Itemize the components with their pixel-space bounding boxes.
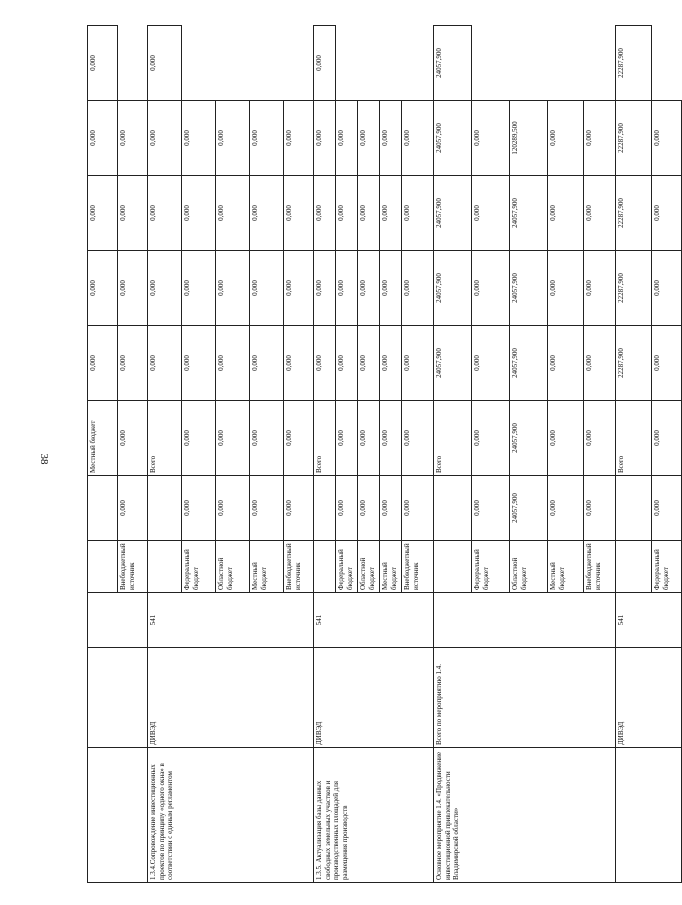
value-cell: 0,000 [548, 476, 584, 541]
measure-name-cell: 1.3.4.Сопровождение инвестиционных проектов по принципу «одного окна» в соответствии с единым регламентом [148, 748, 314, 883]
value-cell: 0,000 [652, 101, 682, 176]
responsible-cell [88, 648, 148, 748]
source-cell: Всего [616, 401, 652, 476]
value-cell: 0,000 [118, 251, 148, 326]
value-cell: 22287,900 [616, 326, 652, 401]
value-cell: 0,000 [548, 251, 584, 326]
value-cell: 0,000 [284, 176, 314, 251]
value-cell: 0,000 [250, 101, 284, 176]
empty-cell [88, 476, 118, 541]
value-cell: 0,000 [472, 476, 510, 541]
source-cell: Областной бюджет [216, 541, 250, 593]
value-cell: 120289,500 [510, 101, 548, 176]
value-cell: 0,000 [336, 101, 358, 176]
value-cell: 0,000 [118, 401, 148, 476]
empty-cell [314, 541, 336, 593]
value-cell: 0,000 [182, 101, 216, 176]
value-cell: 0,000 [402, 401, 434, 476]
source-cell: Всего [148, 401, 182, 476]
empty-cell [616, 476, 652, 541]
code-cell [88, 593, 148, 648]
value-cell: 0,000 [402, 176, 434, 251]
value-cell: 0,000 [148, 251, 182, 326]
source-cell: Федеральный бюджет [182, 541, 216, 593]
value-cell: 0,000 [584, 401, 616, 476]
code-cell: 541 [148, 593, 314, 648]
rotated-table-container [87, 26, 670, 883]
value-cell: 0,000 [182, 476, 216, 541]
value-cell: 0,000 [216, 101, 250, 176]
value-cell: 0,000 [250, 251, 284, 326]
value-cell: 0,000 [118, 476, 148, 541]
value-cell: 0,000 [88, 176, 118, 251]
budget-table-body [88, 26, 682, 883]
source-cell: Федеральный бюджет [652, 541, 682, 593]
empty-cell [616, 541, 652, 593]
empty-cell [434, 476, 472, 541]
value-cell: 0,000 [652, 176, 682, 251]
value-cell: 24057,900 [434, 26, 472, 101]
value-cell: 0,000 [358, 326, 380, 401]
value-cell: 0,000 [652, 251, 682, 326]
value-cell: 0,000 [182, 401, 216, 476]
value-cell: 0,000 [584, 176, 616, 251]
value-cell: 0,000 [336, 401, 358, 476]
value-cell: 0,000 [148, 326, 182, 401]
value-cell: 0,000 [216, 401, 250, 476]
value-cell: 0,000 [584, 251, 616, 326]
source-cell: Внебюджетный источник [402, 541, 434, 593]
responsible-cell: ДИВЭД [148, 648, 314, 748]
value-cell: 0,000 [216, 251, 250, 326]
table-row [314, 26, 336, 883]
value-cell: 0,000 [402, 251, 434, 326]
source-cell: Местный бюджет [548, 541, 584, 593]
responsible-cell: Всего по мероприятию 1.4. [434, 648, 616, 748]
source-cell: Областной бюджет [358, 541, 380, 593]
value-cell: 0,000 [358, 401, 380, 476]
value-cell: 22287,900 [616, 101, 652, 176]
value-cell: 0,000 [118, 176, 148, 251]
value-cell: 0,000 [380, 101, 402, 176]
value-cell: 0,000 [182, 251, 216, 326]
value-cell: 0,000 [284, 101, 314, 176]
value-cell: 0,000 [118, 326, 148, 401]
code-cell [434, 593, 616, 648]
value-cell: 0,000 [358, 476, 380, 541]
value-cell: 22287,900 [616, 26, 652, 101]
value-cell: 0,000 [148, 26, 182, 101]
value-cell: 0,000 [250, 476, 284, 541]
value-cell: 0,000 [548, 101, 584, 176]
measure-name-cell [616, 748, 682, 883]
value-cell: 0,000 [380, 176, 402, 251]
source-cell: Внебюджетный источник [584, 541, 616, 593]
source-cell: Федеральный бюджет [336, 541, 358, 593]
value-cell: 22287,900 [616, 176, 652, 251]
value-cell: 0,000 [652, 476, 682, 541]
source-cell: Областной бюджет [510, 541, 548, 593]
empty-cell [148, 476, 182, 541]
value-cell: 0,000 [548, 176, 584, 251]
value-cell: 0,000 [472, 326, 510, 401]
value-cell: 0,000 [358, 251, 380, 326]
value-cell: 0,000 [182, 326, 216, 401]
value-cell: 0,000 [402, 101, 434, 176]
value-cell: 0,000 [584, 476, 616, 541]
value-cell: 0,000 [652, 401, 682, 476]
value-cell: 0,000 [584, 101, 616, 176]
budget-table [87, 25, 682, 883]
empty-cell [88, 541, 118, 593]
responsible-cell: ДИВЭД [314, 648, 434, 748]
source-cell: Федеральный бюджет [472, 541, 510, 593]
value-cell: 0,000 [216, 326, 250, 401]
source-cell: Всего [314, 401, 336, 476]
source-cell: Местный бюджет [380, 541, 402, 593]
value-cell: 0,000 [314, 26, 336, 101]
value-cell: 0,000 [250, 401, 284, 476]
value-cell: 0,000 [88, 251, 118, 326]
value-cell: 0,000 [284, 251, 314, 326]
value-cell: 0,000 [358, 101, 380, 176]
value-cell: 0,000 [182, 176, 216, 251]
value-cell: 0,000 [314, 251, 336, 326]
value-cell: 0,000 [380, 476, 402, 541]
value-cell: 0,000 [284, 401, 314, 476]
source-cell: Внебюджетный источник [284, 541, 314, 593]
value-cell: 0,000 [548, 401, 584, 476]
value-cell: 0,000 [284, 476, 314, 541]
value-cell: 24057,900 [510, 251, 548, 326]
value-cell: 24057,900 [510, 326, 548, 401]
value-cell: 0,000 [314, 176, 336, 251]
source-cell: Внебюджетный источник [118, 541, 148, 593]
source-cell: Местный бюджет [88, 401, 118, 476]
value-cell: 0,000 [336, 251, 358, 326]
value-cell: 0,000 [118, 101, 148, 176]
value-cell: 0,000 [472, 101, 510, 176]
value-cell: 0,000 [88, 101, 118, 176]
value-cell: 0,000 [314, 101, 336, 176]
value-cell: 0,000 [148, 176, 182, 251]
value-cell: 0,000 [88, 26, 118, 101]
value-cell: 0,000 [402, 326, 434, 401]
value-cell: 0,000 [584, 326, 616, 401]
value-cell: 24057,900 [510, 401, 548, 476]
value-cell: 0,000 [472, 251, 510, 326]
value-cell: 24057,900 [434, 251, 472, 326]
value-cell: 0,000 [250, 176, 284, 251]
value-cell: 0,000 [336, 176, 358, 251]
table-row [616, 26, 652, 883]
responsible-cell: ДИВЭД [616, 648, 682, 748]
value-cell: 0,000 [314, 326, 336, 401]
source-cell: Местный бюджет [250, 541, 284, 593]
value-cell: 0,000 [336, 476, 358, 541]
value-cell: 0,000 [380, 401, 402, 476]
measure-name-cell: Основное мероприятие 1.4. «Продвижение инвестиционной привлекательности Владимирской области» [434, 748, 616, 883]
value-cell: 0,000 [472, 401, 510, 476]
measure-name-cell: 1.3.5. Актуализация базы данных свободных земельных участков и производственных площадей для размещения производств [314, 748, 434, 883]
empty-cell [148, 541, 182, 593]
value-cell: 0,000 [250, 326, 284, 401]
code-cell: 541 [314, 593, 434, 648]
value-cell: 0,000 [652, 326, 682, 401]
value-cell: 0,000 [148, 101, 182, 176]
value-cell: 0,000 [88, 326, 118, 401]
value-cell: 24057,900 [434, 101, 472, 176]
table-row [434, 26, 472, 883]
source-cell: Всего [434, 401, 472, 476]
value-cell: 24057,900 [434, 176, 472, 251]
page-number: 38 [38, 453, 50, 465]
value-cell: 0,000 [380, 251, 402, 326]
value-cell: 0,000 [336, 326, 358, 401]
value-cell: 0,000 [548, 326, 584, 401]
value-cell: 0,000 [216, 476, 250, 541]
value-cell: 24057,900 [510, 176, 548, 251]
code-cell: 541 [616, 593, 682, 648]
table-row [148, 26, 182, 883]
value-cell: 0,000 [472, 176, 510, 251]
empty-cell [434, 541, 472, 593]
table-row [88, 26, 118, 883]
value-cell: 0,000 [358, 176, 380, 251]
value-cell: 0,000 [402, 476, 434, 541]
value-cell: 22287,900 [616, 251, 652, 326]
value-cell: 24057,900 [510, 476, 548, 541]
value-cell: 24057,900 [434, 326, 472, 401]
value-cell: 0,000 [284, 326, 314, 401]
value-cell: 0,000 [216, 176, 250, 251]
measure-name-cell [88, 748, 148, 883]
value-cell: 0,000 [380, 326, 402, 401]
empty-cell [314, 476, 336, 541]
